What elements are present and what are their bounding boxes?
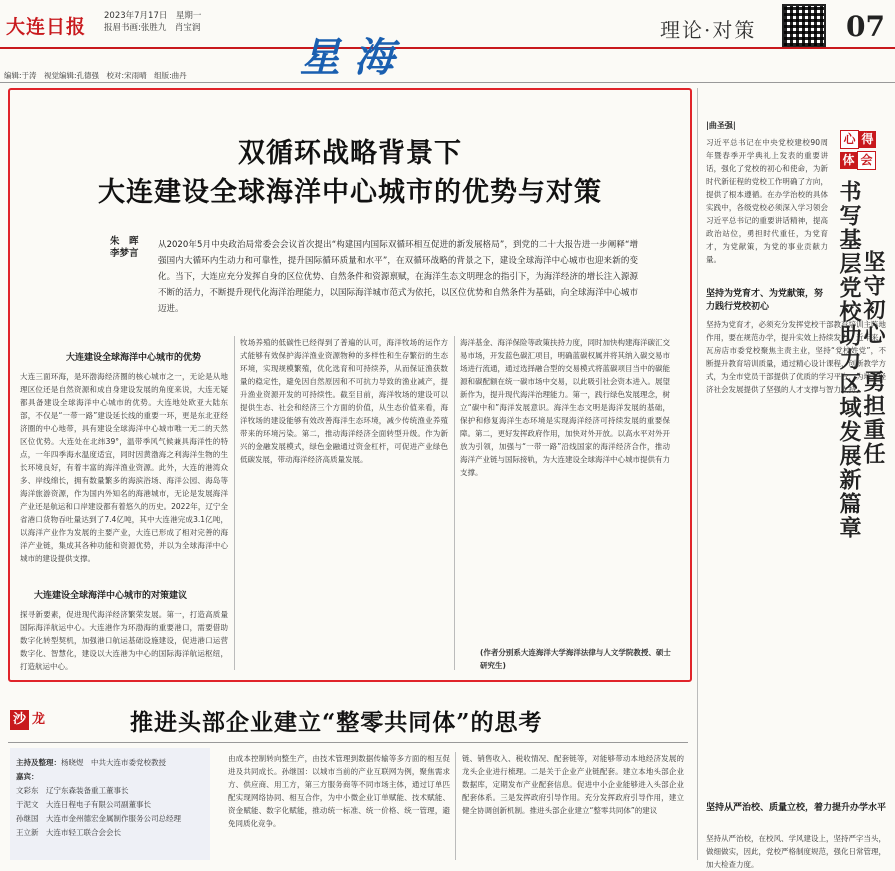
newspaper-logo: 大连日报 — [6, 16, 87, 38]
section1-heading: 大连建设全球海洋中心城市的优势 — [66, 353, 202, 363]
right-subhead-1: 坚持为党育才、为党献策，努力践行党校初心 — [706, 289, 824, 312]
qr-code-icon — [782, 4, 826, 48]
author-footnote: (作者分别系大连海洋大学海洋法律与人文学院教授、硕士研究生) — [480, 648, 671, 670]
second-col-3-text: 链、销售收入、税收情况、配套链等，对能够带动本地经济发展的龙头企业进行梳理。二是关于企业产业链配套。建立本地头部企业数据库，定期发布产业配套信息。促进中小企业能够进入头部企业配套体系。三是发挥政府引导作用。充分发挥政府引导作用，建立健全协调创新机制。推进头部企业建立“整零共同体”的建议 — [462, 754, 684, 815]
second-article-title: 推进头部企业建立“整零共同体”的思考 — [130, 709, 543, 736]
host-label: 主持及整理： — [16, 758, 61, 767]
guests-label: 嘉宾： — [16, 772, 39, 781]
guest-item: 于泥文 大连日程电子有限公司副董事长 — [16, 800, 151, 809]
column-2-text: 牧场养殖的低碳性已经得到了普遍的认可，海洋牧场的运作方式能够有效保护海洋渔业资源物种的多样性和生存繁衍的生态环境，实现规模繁殖，优化选育和可持续养，从而保证渔获数量的稳定性，避免因自然原因和不可抗力导致的渔业减产，提升渔业资源开发的可持续性。截至目前，海洋牧场的建设可以提供生态、社会和经济三个方面的价值，从生态价值来看，海洋牧场的建设能够有效改善海洋生态环境，减少传统渔业养殖带来的环境污染。第二，推动海洋经济全面转型升级。作为新兴的金融发展模式，绿色金融通过资金杠杆，可促进产业绿色低碳发展，带动海洋经济高质量发展。 — [240, 338, 448, 464]
right-text-2: 坚持从严治校，在校风、学风建设上，坚持严字当头，做细做实，因此，党校严格制度规范，强化日常管理，加大检查力度。 — [706, 834, 886, 869]
right-intro-text: 习近平总书记在中央党校建校90周年暨春季开学典礼上发表的重要讲话，强化了党校的初心和使命，为新时代新征程的党校工作明确了方向，提供了根本遵循。在办学治校的具体实践中，各级党校必须深入学习领会习近平总书记的重要讲话精神，提高政治站位，勇担时代重任，为党育才，为党献策，为党的事业贡献力量。 — [706, 138, 828, 264]
author-1: 朱 晖 — [110, 236, 139, 247]
host-name: 杨晓煜 中共大连市委党校教授 — [61, 758, 166, 767]
column-tag-xinde — [840, 128, 880, 170]
staff-rule — [0, 82, 895, 83]
tag-char: 会 — [857, 151, 876, 170]
issue-date: 2023年7月17日 星期一 — [104, 11, 202, 21]
page-number: 07 — [846, 10, 885, 43]
right-title-line2: 坚守初心 勇担重任 — [860, 250, 886, 466]
tag-char: 心 — [840, 130, 859, 149]
tag-char: 龙 — [32, 712, 46, 727]
page-brand: 星海 — [300, 34, 408, 81]
author-2: 李梦言 — [110, 248, 139, 259]
guest-item: 王立新 大连市轻工联合会会长 — [16, 828, 121, 837]
second-title-rule — [8, 742, 688, 743]
column-divider — [454, 336, 455, 670]
right-subhead-2: 坚持从严治校、质量立校，着力提升办学水平 — [706, 803, 887, 813]
tag-char: 体 — [840, 152, 857, 169]
right-author-tag: |曲圣强| — [706, 120, 736, 130]
column-1-text: 大连三面环海，是环渤海经济圈的核心城市之一，无论是从地理区位还是自然资源和成自身建设发展的角度来说，大连无疑都具备建设全球海洋中心城市的优势。大连地处欧亚大陆东部，不仅是“一带一路”建设延长线的重要一环，更是东北亚经济圈的中心地带，具有建设全球海洋中心城市唯一无二的天然区位优势。大连处在北纬39°，温带季风气候兼具海洋性的特点，一年四季海水温度适宜，同时因黄渤海之利海洋生物的生长环境良好，有着丰富的海洋渔业资源。此外，大连的港湾众多、岸线绵长，拥有数量繁多的海滨浴场、海洋公园、海岛等海洋旅游资源，作为国内外知名的海港城市，无论是发展海洋产业还是航运和口岸建设都有着悠久的历史。2022年，辽宁全省港口货物吞吐量达到了7.4亿吨，其中大连港完成3.1亿吨，以海洋产业作为发展的主要产业，大连已形成了相对完善的海洋产业链，集成其各种功能和资源优势，并以为全球海洋中心城市的建设提供支撑。 — [20, 372, 228, 563]
guest-item: 孙继国 大连市金州德宏金属制作服务公司总经理 — [16, 814, 181, 823]
staff-line: 编辑:于涛 视觉编辑:孔德强 校对:宋雨晴 组版:曲丹 — [4, 71, 187, 80]
header-info — [104, 10, 201, 34]
section-title: 理论·对策 — [660, 18, 757, 42]
guest-item: 文彩东 辽宁东森装备重工董事长 — [16, 786, 129, 795]
second-col-2-text: 由成本控制转向整生产，由技术管理到数据传输等多方面的相互促进及共同成长。孙继国：以城市当前的产业互联网为例，聚焦需求方、供应商、用工方，第三方服务商等不同市场主体，通过订单匹配实现网络协同、相互合作，为中小微企业订单赋能、技术赋能、资金赋能、数字化赋能，推动统一标准、统一价格、统一管理，避免同质化竞争。 — [228, 754, 450, 828]
guests-line — [16, 770, 204, 784]
main-title-line1: 双循环战略背景下 — [238, 138, 462, 169]
column-divider — [455, 752, 456, 860]
column-tag-shalong — [10, 708, 50, 728]
tag-char: 沙 — [10, 710, 29, 730]
participants-box — [10, 748, 210, 860]
right-text-1: 坚持为党育才，必须充分发挥党校干部教育培训主阵地作用，要在规范办学，提升实效上持续发力。近年来，瓦房店市委党校聚焦主责主业，坚持“党校姓党”，不断提升教育培训质量，通过精心设计课程，创新教学方式，为全市党员干部提供了优质的学习平台，为地方经济社会发展提供了坚强的人才支撑与智力支持。 — [706, 320, 886, 394]
article-abstract: 从2020年5月中央政治局常委会会议首次提出“构建国内国际双循环相互促进的新发展格局”，到党的二十大报告进一步阐释“增强国内大循环内生动力和可靠性，提升国际循环质量和水平”，在双循环战略的背景之下，建设全球海洋中心城市也迎来新的变化。当下，大连应充分发挥自身的区位优势、自然条件和资源禀赋，在海洋生态文明理念的指引下，为海洋经济的增长注入源源不断的活力，不断提升现代化海洋治理能力，以国际海洋城市范式为依托，以区位优势和自然条件为基础，向全球海洋中心城市迈进。 — [158, 240, 638, 314]
header-rule — [0, 47, 895, 49]
column-divider — [234, 336, 235, 670]
main-title-line2: 大连建设全球海洋中心城市的优势与对策 — [98, 177, 602, 208]
section2-heading: 大连建设全球海洋中心城市的对策建议 — [34, 591, 188, 601]
column-1-text-2: 探寻新要素，促进现代海洋经济繁荣发展。第一，打造高质量国际海洋航运中心。大连港作为环渤海的重要港口，需要借助数字化转型契机，加强港口航运基础设施建设，促进港口运营数字化、智慧化，建设以大连港为中心的国际海洋航运枢纽，打造航运中心。 — [20, 610, 228, 671]
right-title-line1: 书写基层党校助力区域发展新篇章 — [836, 180, 862, 540]
tag-char: 得 — [859, 131, 876, 148]
byline — [110, 236, 150, 260]
column-3-text: 海洋基金、海洋保险等政策扶持力度，同时加快构建海洋碳汇交易市场，开发蓝色碳汇项目，明确蓝碳权属并将其纳入碳交易市场进行流通，通过选择融合型的交易模式将蓝碳项目当中的碳能源和碳配额在统一碳市场中交易，以此吸引社会资本进入。展望新作为，提升现代海洋治理能力。第一，践行绿色发展理念，树立“碳中和”海洋发展意识。海洋生态文明是海洋发展的基础，保护和修复海洋生态环境是实现海洋经济可持续发展的重要保障。第二，更好发挥政府作用，加快对外开放。以高水平对外开放为引领，加强与“一带一路”沿线国家的海洋经济合作，推动海洋产业链与国际接轨，为大连建设全球海洋中心城市提供有力支撑。 — [460, 338, 670, 477]
header-editor: 报眉书画:张胜九 肖宝润 — [104, 23, 201, 33]
column-divider — [697, 88, 698, 860]
host-line — [16, 756, 204, 770]
